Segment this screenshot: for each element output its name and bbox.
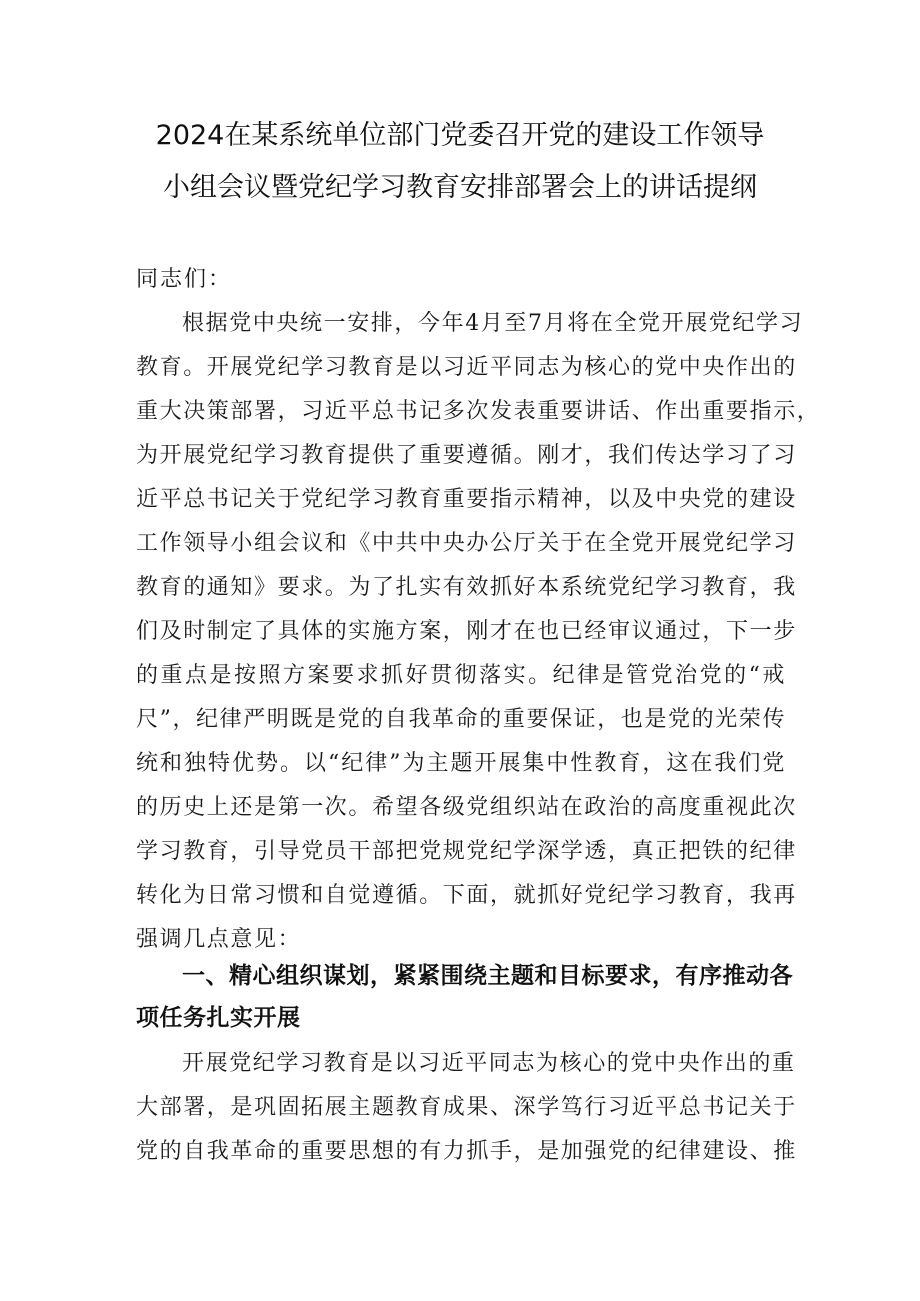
paragraph-line: 为开展党纪学习教育提供了重要遵循。刚才，我们传达学习了习 (136, 443, 797, 468)
section-heading-1-line-2: 项任务扎实开展 (136, 1005, 301, 1031)
paragraph-line: 教育。开展党纪学习教育是以习近平同志为核心的党中央作出的 (136, 355, 797, 380)
paragraph-line: 转化为日常习惯和自觉遵循。下面，就抓好党纪学习教育，我再 (136, 883, 797, 908)
paragraph-line: 的重点是按照方案要求抓好贯彻落实。纪律是管党治党的“戒 (136, 663, 786, 688)
paragraph-line: 工作领导小组会议和《中共中央办公厅关于在全党开展党纪学习 (136, 531, 797, 556)
paragraph-line: 大部署，是巩固拓展主题教育成果、深学笃行习近平总书记关于 (136, 1095, 797, 1120)
section-heading-1-line-1: 一、精心组织谋划，紧紧围绕主题和目标要求，有序推动各 (182, 963, 793, 989)
paragraph-line: 教育的通知》要求。为了扎实有效抓好本系统党纪学习教育，我 (136, 575, 797, 600)
document-title-line-2: 小组会议暨党纪学习教育安排部署会上的讲话提纲 (163, 172, 757, 203)
paragraph-line: 近平总书记关于党纪学习教育重要指示精神，以及中央党的建设 (136, 487, 797, 512)
salutation: 同志们： (136, 267, 233, 292)
paragraph-line: 的历史上还是第一次。希望各级党组织站在政治的高度重视此次 (136, 795, 797, 820)
paragraph-line: 根据党中央统一安排，今年4月至7月将在全党开展党纪学习 (182, 311, 804, 336)
paragraph-line: 党的自我革命的重要思想的有力抓手，是加强党的纪律建设、推 (136, 1139, 797, 1164)
paragraph-line: 尺”，纪律严明既是党的自我革命的重要保证，也是党的光荣传 (136, 707, 787, 732)
paragraph-line: 统和独特优势。以“纪律”为主题开展集中性教育，这在我们党 (136, 751, 786, 776)
paragraph-line: 开展党纪学习教育是以习近平同志为核心的党中央作出的重 (182, 1051, 796, 1076)
paragraph-line: 学习教育，引导党员干部把党规党纪学深学透，真正把铁的纪律 (136, 839, 797, 864)
paragraph-line: 重大决策部署，习近平总书记多次发表重要讲话、作出重要指示， (136, 399, 821, 424)
document-title-line-1: 2024在某系统单位部门党委召开党的建设工作领导 (155, 120, 765, 151)
paragraph-line: 们及时制定了具体的实施方案，刚才在也已经审议通过，下一步 (136, 619, 797, 644)
paragraph-line: 强调几点意见： (136, 927, 302, 952)
